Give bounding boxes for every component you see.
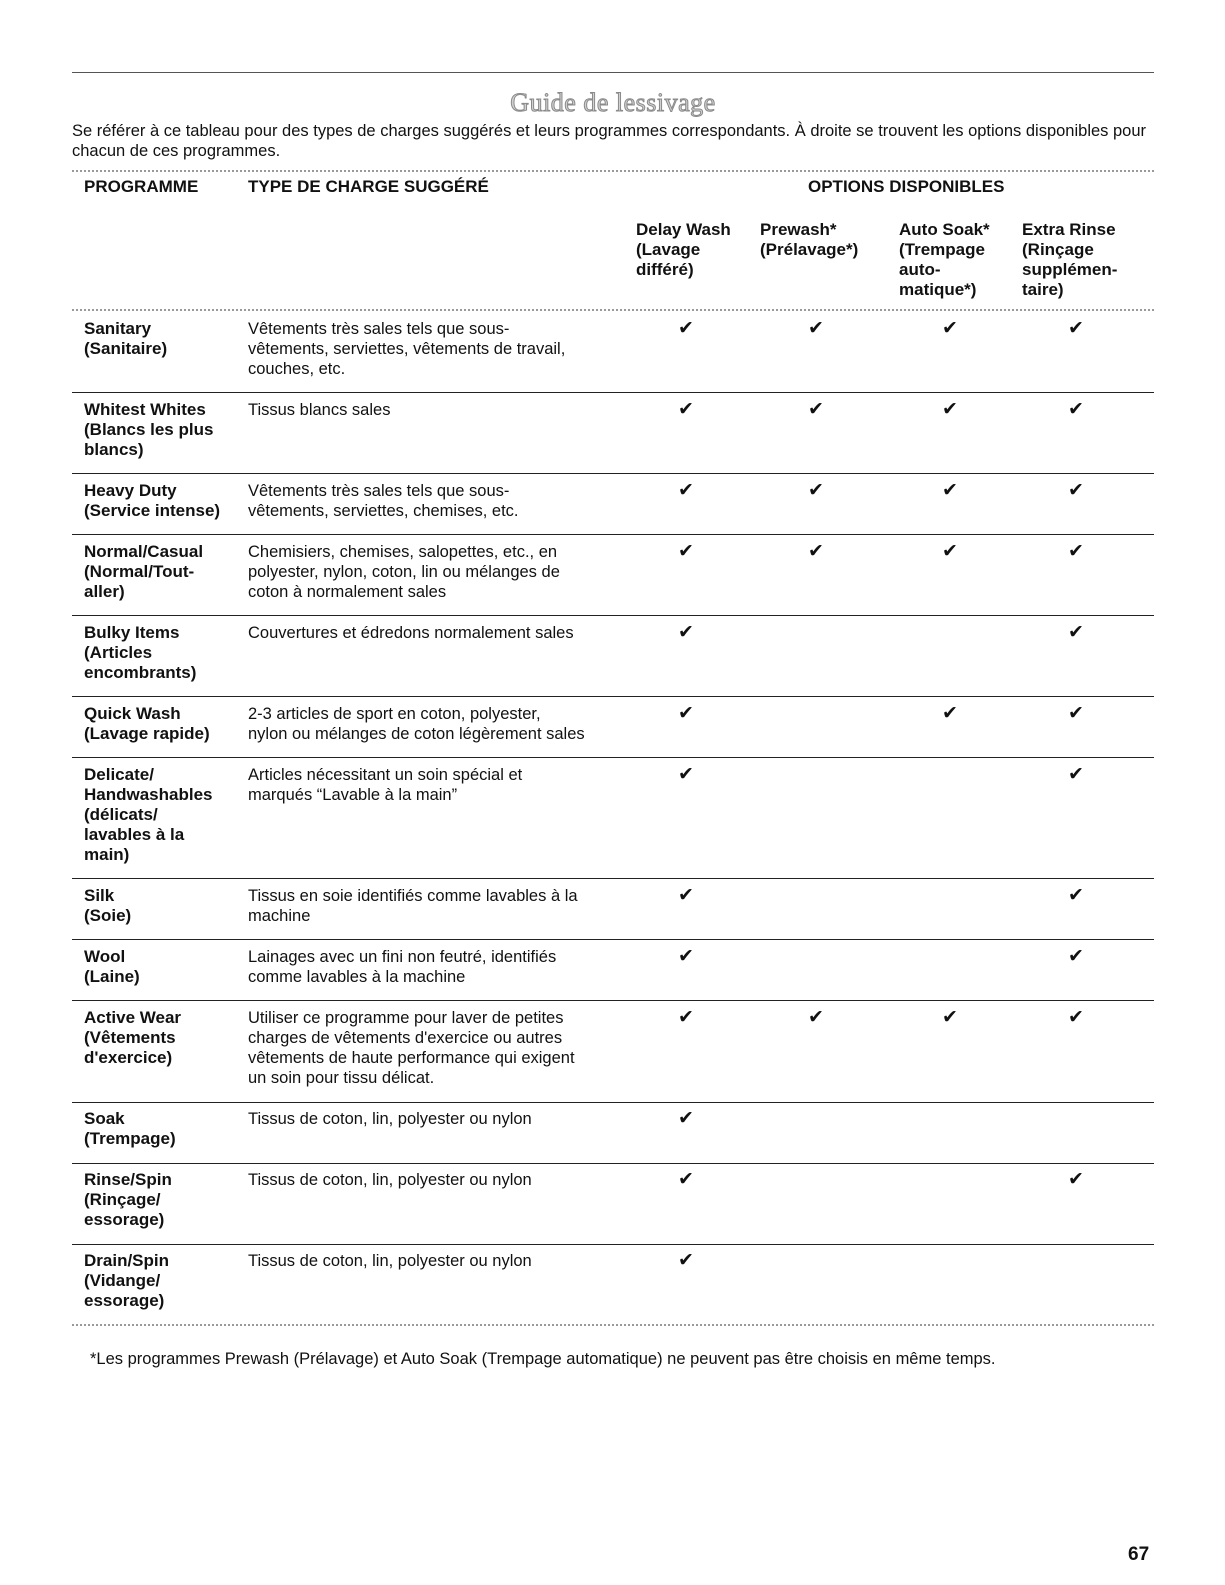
programme-name: [84, 704, 234, 744]
check-icon: ✔: [678, 1007, 694, 1028]
suggested-load: [248, 400, 643, 420]
suggested-load: [248, 1008, 643, 1088]
option-header-line: (Lavage: [636, 240, 701, 259]
programme-line: Soak: [84, 1109, 125, 1128]
option-header-line: auto-: [899, 260, 941, 279]
option-header-line: Extra Rinse: [1022, 220, 1116, 239]
check-icon: ✔: [808, 480, 824, 501]
check-icon: ✔: [678, 318, 694, 339]
suggested-load: [248, 481, 643, 521]
check-icon: ✔: [1068, 399, 1084, 420]
programme-line: Normal/Casual: [84, 542, 204, 561]
programme-line: main): [84, 845, 130, 864]
option-column-header: [760, 220, 858, 260]
check-icon: ✔: [678, 399, 694, 420]
footnote: *Les programmes Prewash (Prélavage) et Auto Soak (Trempage automatique) ne peuvent pas être choisis en même temps.: [90, 1350, 996, 1368]
load-line: Chemisiers, chemises, salopettes, etc., en: [248, 543, 558, 561]
programme-line: Wool: [84, 947, 126, 966]
programme-name: [84, 319, 234, 359]
row-divider: [72, 392, 1154, 393]
suggested-load: [248, 1251, 643, 1271]
load-line: comme lavables à la machine: [248, 968, 466, 986]
load-line: Tissus de coton, lin, polyester ou nylon: [248, 1110, 532, 1128]
load-line: Tissus blancs sales: [248, 401, 391, 419]
check-icon: ✔: [942, 480, 958, 501]
load-line: Couvertures et édredons normalement sales: [248, 624, 574, 642]
check-icon: ✔: [1068, 1007, 1084, 1028]
row-divider: [72, 1102, 1154, 1103]
load-line: Tissus en soie identifiés comme lavables à la: [248, 887, 578, 905]
programme-name: [84, 481, 234, 521]
check-icon: ✔: [678, 885, 694, 906]
check-icon: ✔: [942, 541, 958, 562]
row-divider: [72, 1244, 1154, 1245]
check-icon: ✔: [1068, 480, 1084, 501]
programme-line: (Normal/Tout-: [84, 562, 195, 581]
row-divider: [72, 1000, 1154, 1001]
suggested-load: [248, 1109, 643, 1129]
programme-line: encombrants): [84, 663, 197, 682]
programme-name: [84, 1109, 234, 1149]
suggested-load: [248, 1170, 643, 1190]
option-column-header: [899, 220, 990, 300]
header-load-type: TYPE DE CHARGE SUGGÉRÉ: [248, 177, 489, 196]
option-header-line: supplémen-: [1022, 260, 1118, 279]
load-line: machine: [248, 907, 311, 925]
row-divider: [72, 939, 1154, 940]
programme-line: aller): [84, 582, 125, 601]
header-options: OPTIONS DISPONIBLES: [808, 177, 1005, 196]
row-divider: [72, 615, 1154, 616]
check-icon: ✔: [1068, 622, 1084, 643]
programme-line: (Soie): [84, 906, 132, 925]
load-line: vêtements de haute performance qui exigent: [248, 1049, 575, 1067]
check-icon: ✔: [678, 946, 694, 967]
check-icon: ✔: [1068, 541, 1084, 562]
programme-line: (Sanitaire): [84, 339, 168, 358]
load-line: Vêtements très sales tels que sous-: [248, 482, 510, 500]
row-divider: [72, 757, 1154, 758]
suggested-load: [248, 765, 643, 805]
option-header-line: (Trempage: [899, 240, 985, 259]
programme-line: d'exercice): [84, 1048, 173, 1067]
programme-line: (Blancs les plus: [84, 420, 214, 439]
check-icon: ✔: [678, 622, 694, 643]
check-icon: ✔: [808, 1007, 824, 1028]
table-divider-bottom: [72, 1324, 1154, 1326]
load-line: vêtements, serviettes, vêtements de travail,: [248, 340, 566, 358]
programme-line: Silk: [84, 886, 115, 905]
load-line: vêtements, serviettes, chemises, etc.: [248, 502, 519, 520]
programme-line: Rinse/Spin: [84, 1170, 172, 1189]
header-divider-bottom: [72, 309, 1154, 311]
intro-text: Se référer à ce tableau pour des types de charges suggérés et leurs programmes correspondants. À droite se trouvent les options disponibles pour chacun de ces programmes.: [72, 122, 1147, 160]
check-icon: ✔: [1068, 946, 1084, 967]
programme-line: essorage): [84, 1210, 165, 1229]
programme-name: [84, 1008, 234, 1068]
option-header-line: Prewash*: [760, 220, 837, 239]
programme-line: Active Wear: [84, 1008, 182, 1027]
programme-name: [84, 947, 234, 987]
load-line: Lainages avec un fini non feutré, identifiés: [248, 948, 557, 966]
programme-line: (Vêtements: [84, 1028, 176, 1047]
check-icon: ✔: [942, 703, 958, 724]
programme-name: [84, 542, 234, 602]
programme-name: [84, 623, 234, 683]
load-line: Tissus de coton, lin, polyester ou nylon: [248, 1171, 532, 1189]
load-line: charges de vêtements d'exercice ou autres: [248, 1029, 563, 1047]
load-line: Utiliser ce programme pour laver de petites: [248, 1009, 564, 1027]
check-icon: ✔: [808, 318, 824, 339]
row-divider: [72, 878, 1154, 879]
programme-line: Bulky Items: [84, 623, 180, 642]
load-line: marqués “Lavable à la main”: [248, 786, 458, 804]
load-line: Tissus de coton, lin, polyester ou nylon: [248, 1252, 532, 1270]
check-icon: ✔: [678, 541, 694, 562]
load-line: couches, etc.: [248, 360, 346, 378]
check-icon: ✔: [808, 399, 824, 420]
check-icon: ✔: [1068, 885, 1084, 906]
check-icon: ✔: [678, 1169, 694, 1190]
check-icon: ✔: [1068, 703, 1084, 724]
programme-line: (délicats/: [84, 805, 158, 824]
option-column-header: [1022, 220, 1117, 300]
check-icon: ✔: [942, 399, 958, 420]
programme-line: Heavy Duty: [84, 481, 177, 500]
option-column-header: [636, 220, 731, 280]
check-icon: ✔: [678, 480, 694, 501]
programme-line: Handwashables: [84, 785, 213, 804]
option-header-line: Delay Wash: [636, 220, 731, 239]
load-line: 2-3 articles de sport en coton, polyester,: [248, 705, 541, 723]
check-icon: ✔: [1068, 1169, 1084, 1190]
check-icon: ✔: [1068, 764, 1084, 785]
row-divider: [72, 696, 1154, 697]
programme-line: (Articles: [84, 643, 153, 662]
check-icon: ✔: [678, 764, 694, 785]
programme-name: [84, 1251, 234, 1311]
page-title: Guide de lessivage: [510, 88, 716, 117]
option-header-line: différé): [636, 260, 694, 279]
option-header-line: Auto Soak*: [899, 220, 990, 239]
check-icon: ✔: [942, 318, 958, 339]
programme-name: [84, 1170, 234, 1230]
programme-line: Delicate/: [84, 765, 154, 784]
programme-name: [84, 765, 234, 865]
programme-line: lavables à la: [84, 825, 185, 844]
row-divider: [72, 1163, 1154, 1164]
header-divider-top: [72, 170, 1154, 172]
check-icon: ✔: [1068, 318, 1084, 339]
option-header-line: matique*): [899, 280, 977, 299]
programme-line: essorage): [84, 1291, 165, 1310]
option-header-line: (Rinçage: [1022, 240, 1094, 259]
suggested-load: [248, 886, 643, 926]
programme-line: Drain/Spin: [84, 1251, 170, 1270]
page-number: 67: [1128, 1544, 1150, 1565]
check-icon: ✔: [678, 703, 694, 724]
option-header-line: taire): [1022, 280, 1064, 299]
programme-line: (Laine): [84, 967, 140, 986]
option-header-line: (Prélavage*): [760, 240, 859, 259]
header-programme: PROGRAMME: [84, 177, 199, 196]
programme-line: Sanitary: [84, 319, 152, 338]
programme-name: [84, 400, 234, 460]
load-line: un soin pour tissu délicat.: [248, 1069, 435, 1087]
suggested-load: [248, 542, 643, 602]
programme-line: (Service intense): [84, 501, 221, 520]
programme-name: [84, 886, 234, 926]
check-icon: ✔: [808, 541, 824, 562]
row-divider: [72, 534, 1154, 535]
programme-line: (Lavage rapide): [84, 724, 210, 743]
check-icon: ✔: [942, 1007, 958, 1028]
programme-line: (Vidange/: [84, 1271, 161, 1290]
suggested-load: [248, 623, 643, 643]
suggested-load: [248, 947, 643, 987]
programme-line: (Trempage): [84, 1129, 176, 1148]
load-line: polyester, nylon, coton, lin ou mélanges de: [248, 563, 560, 581]
load-line: Articles nécessitant un soin spécial et: [248, 766, 523, 784]
row-divider: [72, 473, 1154, 474]
check-icon: ✔: [678, 1250, 694, 1271]
programme-line: Quick Wash: [84, 704, 181, 723]
check-icon: ✔: [678, 1108, 694, 1129]
load-line: Vêtements très sales tels que sous-: [248, 320, 510, 338]
programme-line: (Rinçage/: [84, 1190, 161, 1209]
top-rule: [72, 72, 1154, 73]
programme-line: blancs): [84, 440, 144, 459]
suggested-load: [248, 704, 643, 744]
programme-line: Whitest Whites: [84, 400, 206, 419]
load-line: coton à normalement sales: [248, 583, 447, 601]
suggested-load: [248, 319, 643, 379]
load-line: nylon ou mélanges de coton légèrement sales: [248, 725, 585, 743]
